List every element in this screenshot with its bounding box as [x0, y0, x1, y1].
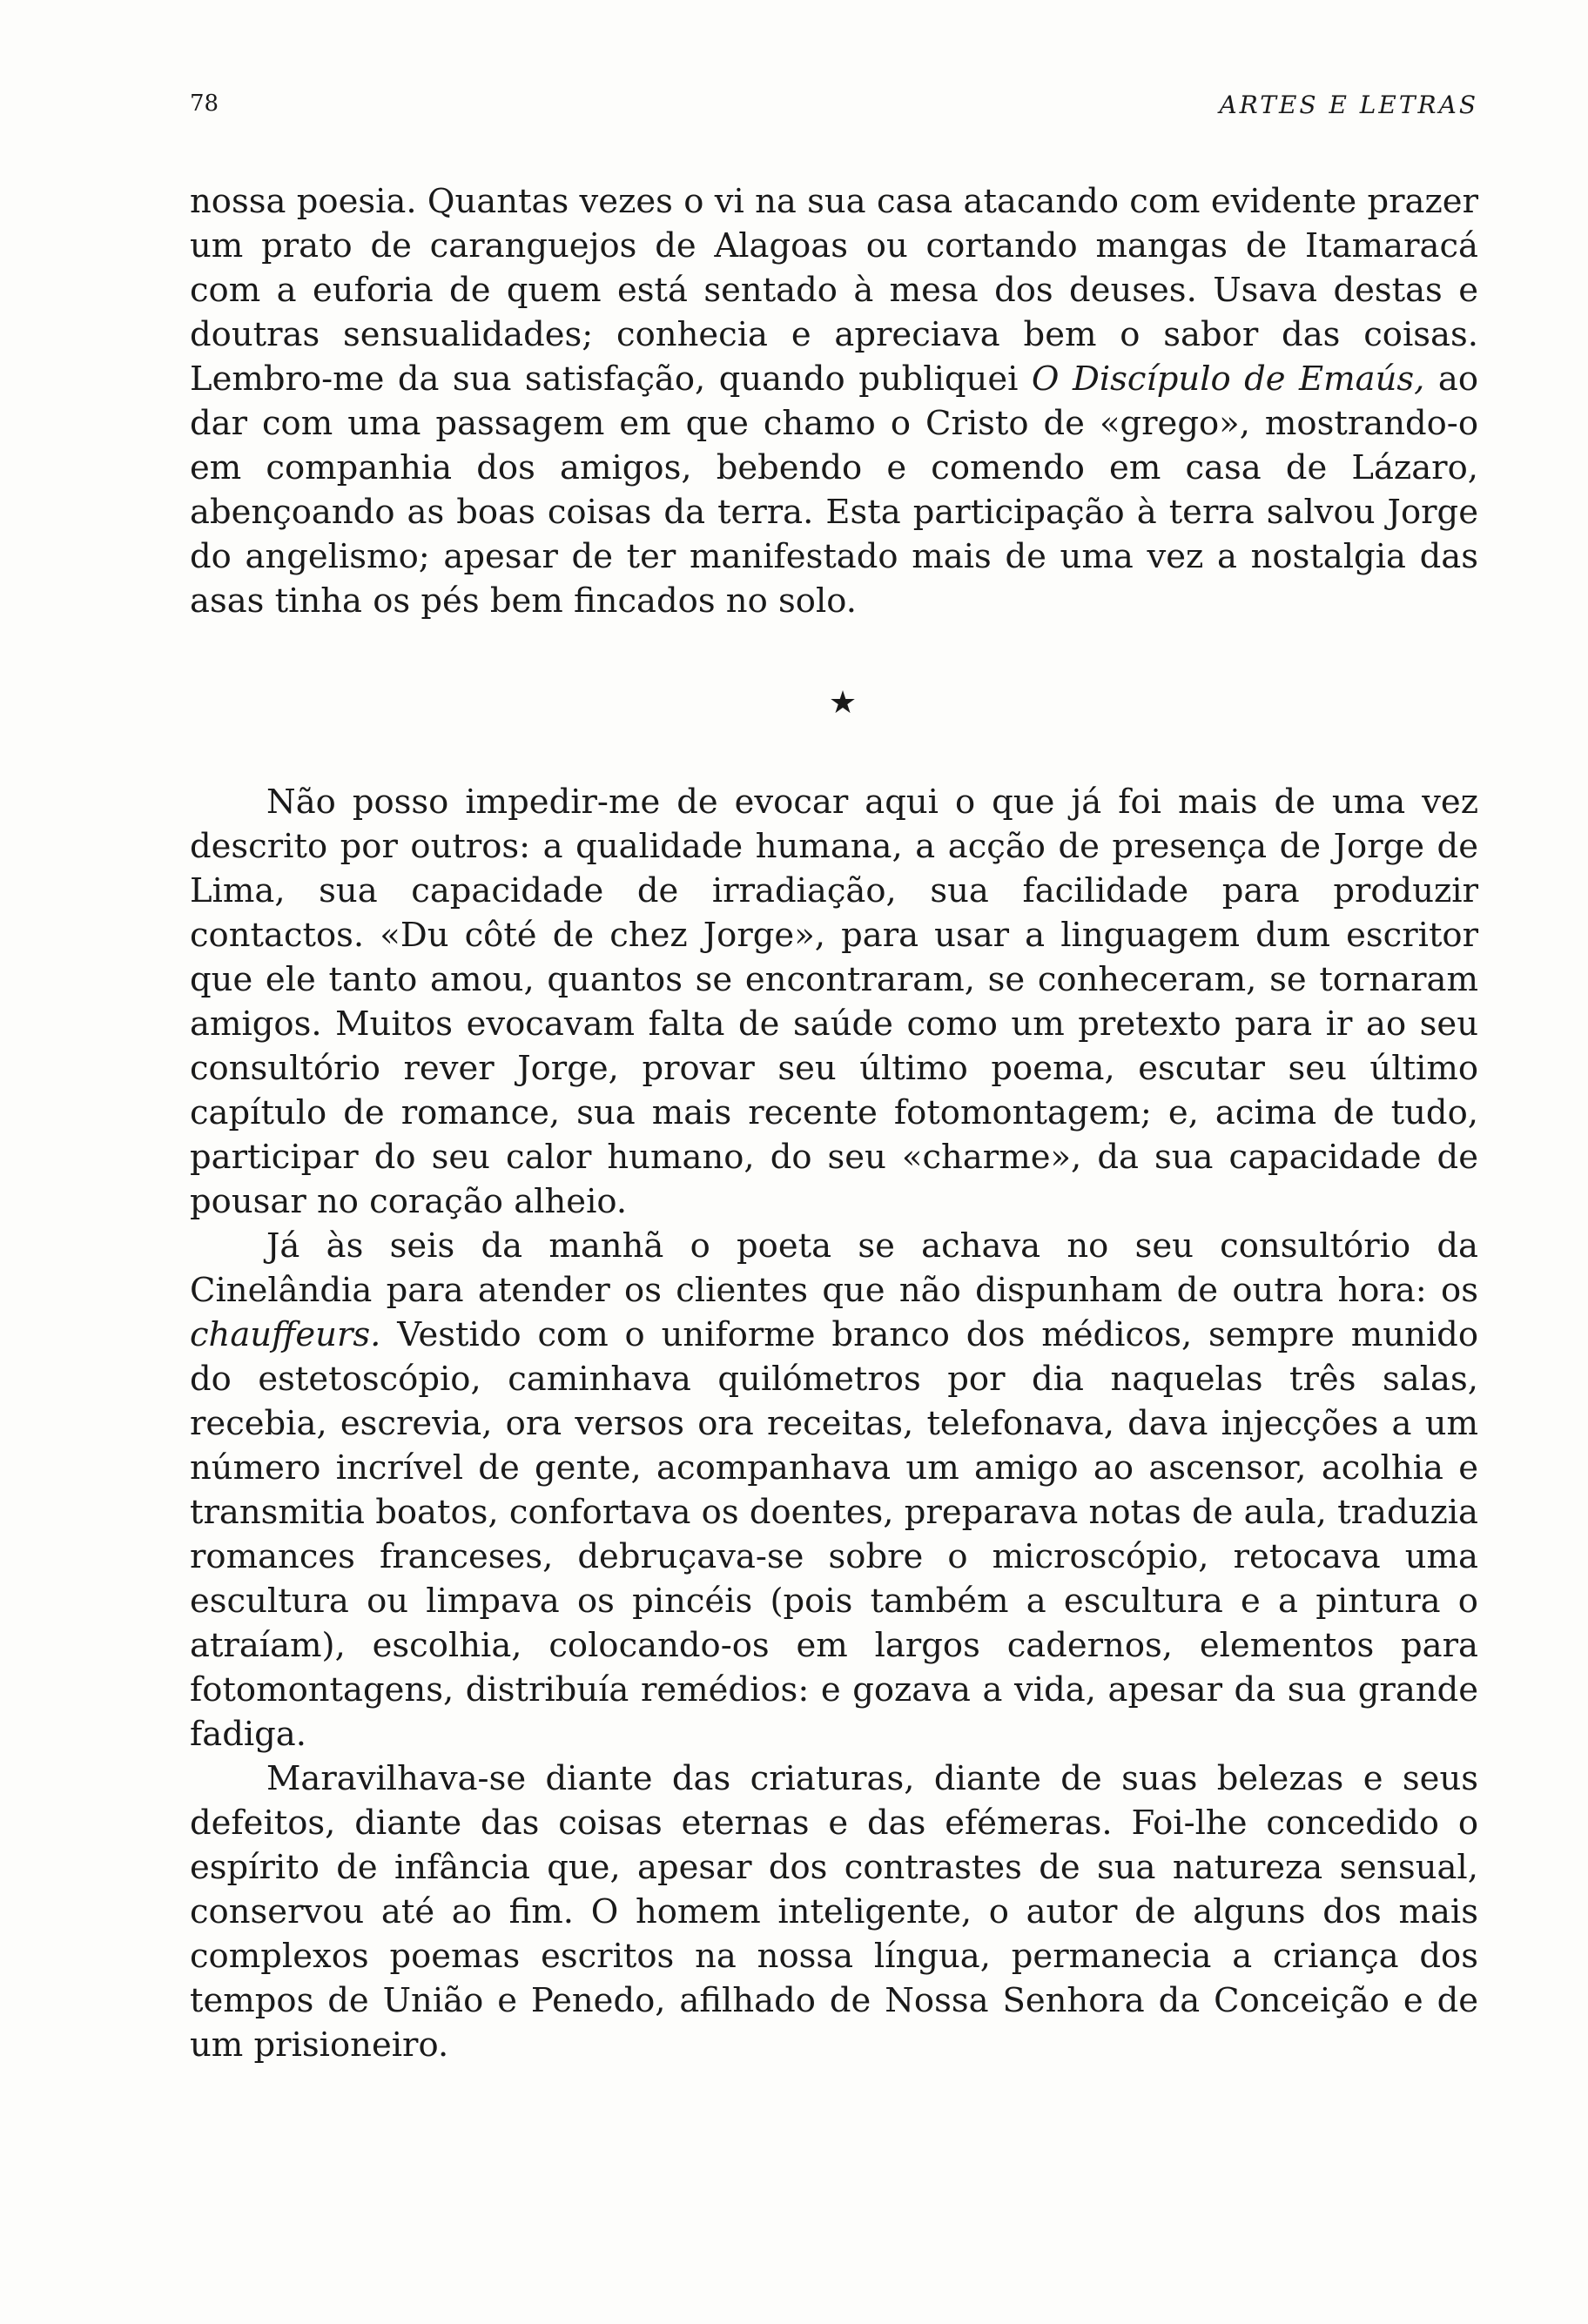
book-title: O Discípulo de Emaús,: [1031, 359, 1425, 399]
paragraph-3: [190, 1224, 1478, 1756]
paragraph-1: [190, 179, 1478, 623]
page-header: [190, 91, 1478, 125]
paragraph-3-text-end: Vestido com o uniforme branco dos médicos, sempre munido do estetoscópio, caminhava quilómetros por dia naquelas três salas, recebia, escrevia, ora versos ora receitas, telefonava, dava injecções a um número incrível de gente, acompanhava um amigo ao ascensor, acolhia e transmitia boatos, confortava os doentes, preparava notas de aula, traduzia romances franceses, debruçava-se sobre o microscópio, retocava uma escultura ou limpava os pincéis (pois também a escultura e a pintura o atraíam), escolhia, colocando-os em largos cadernos, elementos para fotomontagens, distribuía remédios: e gozava a vida, apesar da sua grande fadiga.: [190, 1315, 1478, 1754]
running-head: ARTES E LETRAS: [1219, 91, 1478, 119]
paragraph-1-text-start: nossa poesia. Quantas vezes o vi na sua casa atacando com evidente prazer um prato de caranguejos de Alagoas ou cortando mangas de Itamaracá com a euforia de quem está sentado à mesa dos deuses. Usava destas e doutras sensualidades; conhecia e apreciava bem o sabor das coisas. Lembro-me da sua satisfação, quando publiquei: [190, 182, 1478, 399]
section-separator-star: ★: [828, 685, 858, 721]
paragraph-2: Não posso impedir-me de evocar aqui o que já foi mais de uma vez descrito por outros: a qualidade humana, a acção de presença de Jorge de Lima, sua capacidade de irradiação, sua facilidade para produzir contactos. «Du côté de chez Jorge», para usar a linguagem dum escritor que ele tanto amou, quantos se encontraram, se conheceram, se tornaram amigos. Muitos evocavam falta de saúde como um pretexto para ir ao seu consultório rever Jorge, provar seu último poema, escutar seu último capítulo de romance, sua mais recente fotomontagem; e, acima de tudo, participar do seu calor humano, do seu «charme», da sua capacidade de pousar no coração alheio.: [190, 783, 1478, 1221]
paragraph-1-text-end: ao dar com uma passagem em que chamo o Cristo de «grego», mostrando-o em companhia dos amigos, bebendo e comendo em casa de Lázaro, abençoando as boas coisas da terra. Esta participação à terra salvou Jorge do angelismo; apesar de ter manifestado mais de uma vez a nostalgia das asas tinha os pés bem fincados no solo.: [190, 359, 1479, 621]
body-text: [190, 179, 1478, 2067]
italic-word-chauffeurs: chauffeurs.: [190, 1315, 381, 1354]
paragraph-4: Maravilhava-se diante das criaturas, diante de suas belezas e seus defeitos, diante das coisas eternas e das efémeras. Foi-lhe concedido o espírito de infância que, apesar dos contrastes de sua natureza sensual, conservou até ao fim. O homem inteligente, o autor de alguns dos mais complexos poemas escritos na nossa língua, permanecia a criança dos tempos de União e Penedo, afilhado de Nossa Senhora da Conceição e de um prisioneiro.: [190, 1759, 1478, 2065]
paragraph-3-text-start: Já às seis da manhã o poeta se achava no seu consultório da Cinelândia para atender os clientes que não dispunham de outra hora: os: [190, 1226, 1478, 1310]
page-number: 78: [190, 91, 219, 117]
